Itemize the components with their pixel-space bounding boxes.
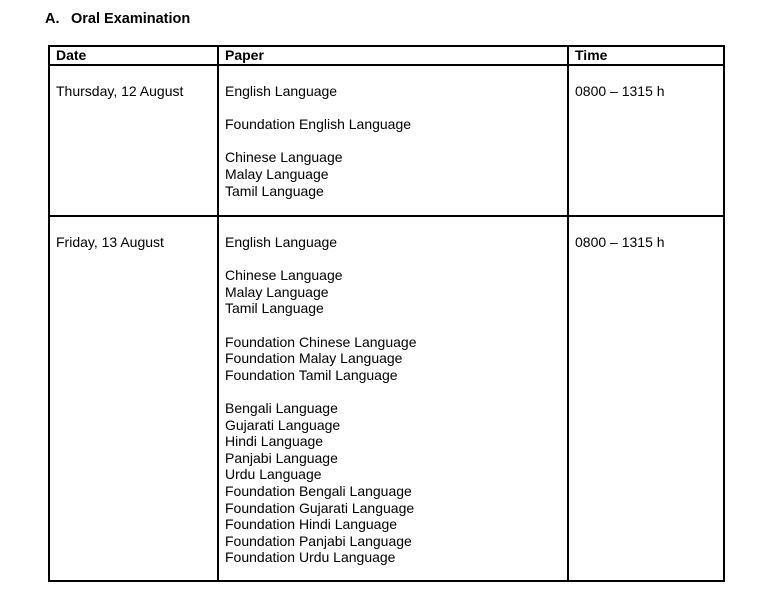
paper-name: Foundation Chinese Language xyxy=(225,333,417,350)
paper-name: Foundation Malay Language xyxy=(225,350,403,367)
section-heading xyxy=(45,11,190,27)
table-header-row xyxy=(49,46,724,65)
paper-group xyxy=(225,334,561,384)
header-date: Date xyxy=(49,46,218,65)
date-cell: Thursday, 12 August xyxy=(49,65,218,216)
paper-group xyxy=(225,234,561,251)
paper-name: Malay Language xyxy=(225,283,329,300)
paper-name: Gujarati Language xyxy=(225,416,341,433)
section-title: Oral Examination xyxy=(71,11,191,27)
paper-name: Foundation Bengali Language xyxy=(225,482,412,499)
table-row xyxy=(49,65,724,216)
paper-name: Foundation Hindi Language xyxy=(225,516,398,533)
paper-name: Bengali Language xyxy=(225,399,338,416)
paper-group xyxy=(225,83,561,100)
header-paper: Paper xyxy=(218,46,568,65)
paper-cell xyxy=(218,65,568,216)
paper-name: English Language xyxy=(225,234,338,250)
paper-name: English Language xyxy=(225,83,338,99)
paper-name: Foundation Urdu Language xyxy=(225,549,396,566)
exam-schedule-table xyxy=(48,45,725,582)
paper-name: Malay Language xyxy=(225,165,329,182)
paper-group xyxy=(225,267,561,317)
paper-name: Hindi Language xyxy=(225,433,324,450)
paper-name: Tamil Language xyxy=(225,300,324,317)
table-row xyxy=(49,216,724,581)
header-time: Time xyxy=(568,46,724,65)
section-number: A. xyxy=(45,11,60,27)
paper-name: Urdu Language xyxy=(225,466,322,483)
paper-name: Foundation Gujarati Language xyxy=(225,499,415,516)
paper-group xyxy=(225,116,561,133)
paper-name: Tamil Language xyxy=(225,182,324,199)
paper-name: Foundation Tamil Language xyxy=(225,366,398,383)
time-cell: 0800 – 1315 h xyxy=(568,216,724,581)
paper-name: Panjabi Language xyxy=(225,449,338,466)
paper-name: Foundation English Language xyxy=(225,116,412,133)
date-cell: Friday, 13 August xyxy=(49,216,218,581)
paper-name: Foundation Panjabi Language xyxy=(225,532,412,549)
paper-name: Chinese Language xyxy=(225,267,343,284)
paper-name: Chinese Language xyxy=(225,149,343,166)
time-cell: 0800 – 1315 h xyxy=(568,65,724,216)
paper-group xyxy=(225,149,561,199)
paper-group xyxy=(225,400,561,566)
paper-cell xyxy=(218,216,568,581)
